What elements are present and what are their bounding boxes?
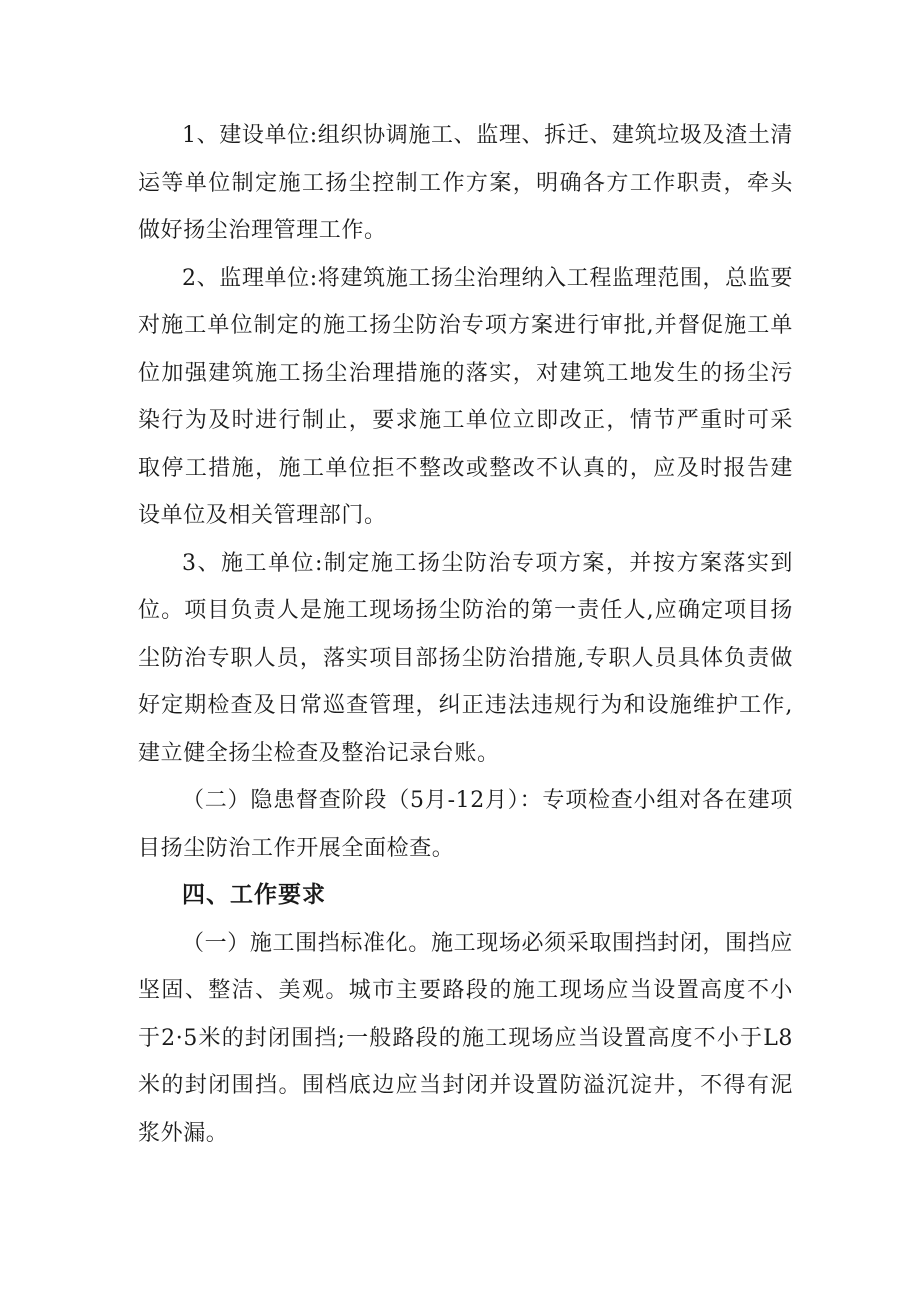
document-body	[138, 112, 793, 1157]
paragraph-hoarding-standardization: （一）施工围挡标准化。施工现场必须采取围挡封闭，围挡应坚固、整洁、美观。城市主要路段的施工现场应当设置高度不小于2·5米的封闭围挡;一般路段的施工现场应当设置高度不小于L8米的封闭围挡。围档底边应当封闭并设置防溢沉淀井，不得有泥浆外漏。	[138, 930, 793, 1146]
paragraph-builder-unit: 3、施工单位:制定施工扬尘防治专项方案，并按方案落实到位。项目负责人是施工现场扬尘防治的第一责任人,应确定项目扬尘防治专职人员，落实项目部扬尘防治措施,专职人员具体负责做好定期检查及日常巡查管理，纠正违法违规行为和设施维护工作,建立健全扬尘检查及整治记录台账。	[138, 550, 793, 766]
paragraph-supervision-unit: 2、监理单位:将建筑施工扬尘治理纳入工程监理范围，总监要对施工单位制定的施工扬尘防治专项方案进行审批,并督促施工单位加强建筑施工扬尘治理措施的落实，对建筑工地发生的扬尘污染行为及时进行制止，要求施工单位立即改正，情节严重时可采取停工措施，施工单位拒不整改或整改不认真的，应及时报告建设单位及相关管理部门。	[138, 265, 793, 528]
paragraph-construction-unit: 1、建设单位:组织协调施工、监理、拆迁、建筑垃圾及渣土清运等单位制定施工扬尘控制工作方案，明确各方工作职责，牵头做好扬尘治理管理工作。	[138, 123, 793, 243]
section-heading-work-requirements: 四、工作要求	[182, 882, 326, 908]
paragraph-inspection-stage: （二）隐患督查阶段（5月-12月）：专项检查小组对各在建项目扬尘防治工作开展全面检查。	[138, 788, 793, 861]
